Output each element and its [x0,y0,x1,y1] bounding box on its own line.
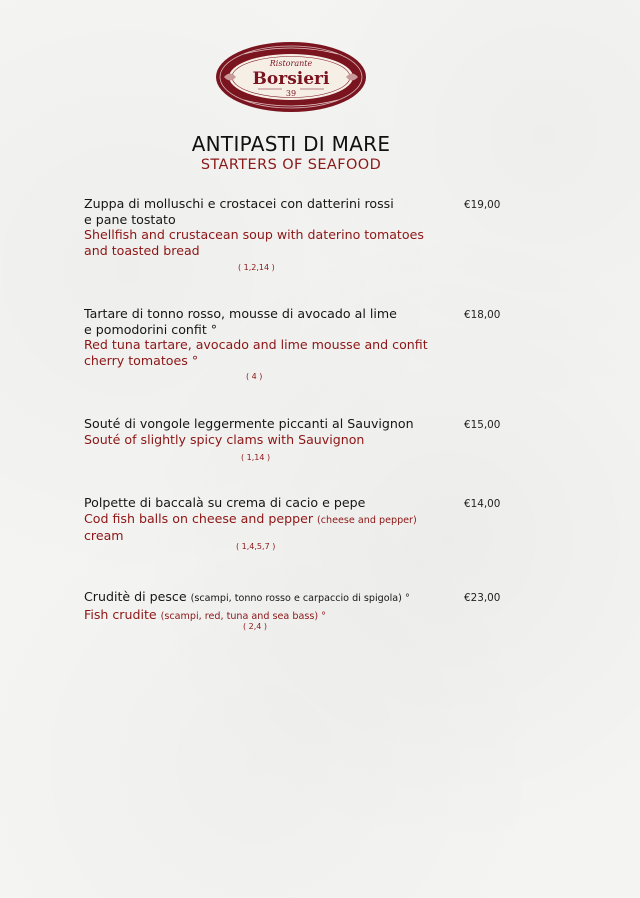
item-italian-line [84,589,504,607]
item-italian-line: e pomodorini confit ° [84,321,218,337]
menu-item-3 [84,416,504,447]
item-italian-line: Souté di vongole leggermente piccanti al Sauvignon [84,416,414,431]
item-english-note: (cheese and pepper) [317,514,417,526]
restaurant-logo [214,40,368,114]
section-title: ANTIPASTI DI MARE [191,132,391,156]
item-english-line: Souté of slightly spicy clams with Sauvignon [84,431,365,447]
item-english-main: Cod fish balls on cheese and pepper [84,510,314,526]
item-allergens: ( 2,4 ) [243,622,268,631]
item-price: €18,00 [464,309,501,321]
item-price: €15,00 [464,419,501,431]
item-allergens: ( 4 ) [246,372,263,381]
menu-item-5 [84,589,504,624]
menu-item-1 [84,196,504,258]
item-price: €23,00 [464,592,501,604]
item-allergens: ( 1,2,14 ) [238,263,275,272]
logo-name: Borsieri [252,69,330,89]
logo-number: 39 [285,89,297,98]
item-english-line [84,511,504,529]
logo-top-text: Ristorante [269,59,313,68]
menu-item-2 [84,306,504,368]
item-italian-line: Zuppa di molluschi e crostacei con datterini rossi [84,196,394,211]
item-italian-line: Tartare di tonno rosso, mousse di avocado al lime [84,306,397,321]
item-italian-line: e pane tostato [84,211,176,227]
item-english-line: cream [84,528,124,543]
item-allergens: ( 1,4,5,7 ) [236,542,276,551]
item-english-main: Fish crudite [84,606,157,622]
logo-emblem [214,40,368,114]
item-english-line: cherry tomatoes ° [84,352,199,368]
item-english-line: Shellfish and crustacean soup with daterino tomatoes [84,227,424,242]
item-italian-line: Polpette di baccalà su crema di cacio e pepe [84,495,366,510]
section-subtitle: STARTERS OF SEAFOOD [200,157,382,173]
item-english-line: and toasted bread [84,242,200,258]
item-price: €14,00 [464,498,501,510]
item-price: €19,00 [464,199,501,211]
menu-item-4 [84,495,504,544]
item-italian-note: (scampi, tonno rosso e carpaccio di spigola) ° [190,593,410,604]
item-english-line [84,607,504,625]
item-english-line: Red tuna tartare, avocado and lime mousse and confit [84,337,428,352]
item-allergens: ( 1,14 ) [241,453,271,462]
item-english-note: (scampi, red, tuna and sea bass) ° [160,610,326,622]
item-italian-main: Cruditè di pesce [84,589,187,604]
